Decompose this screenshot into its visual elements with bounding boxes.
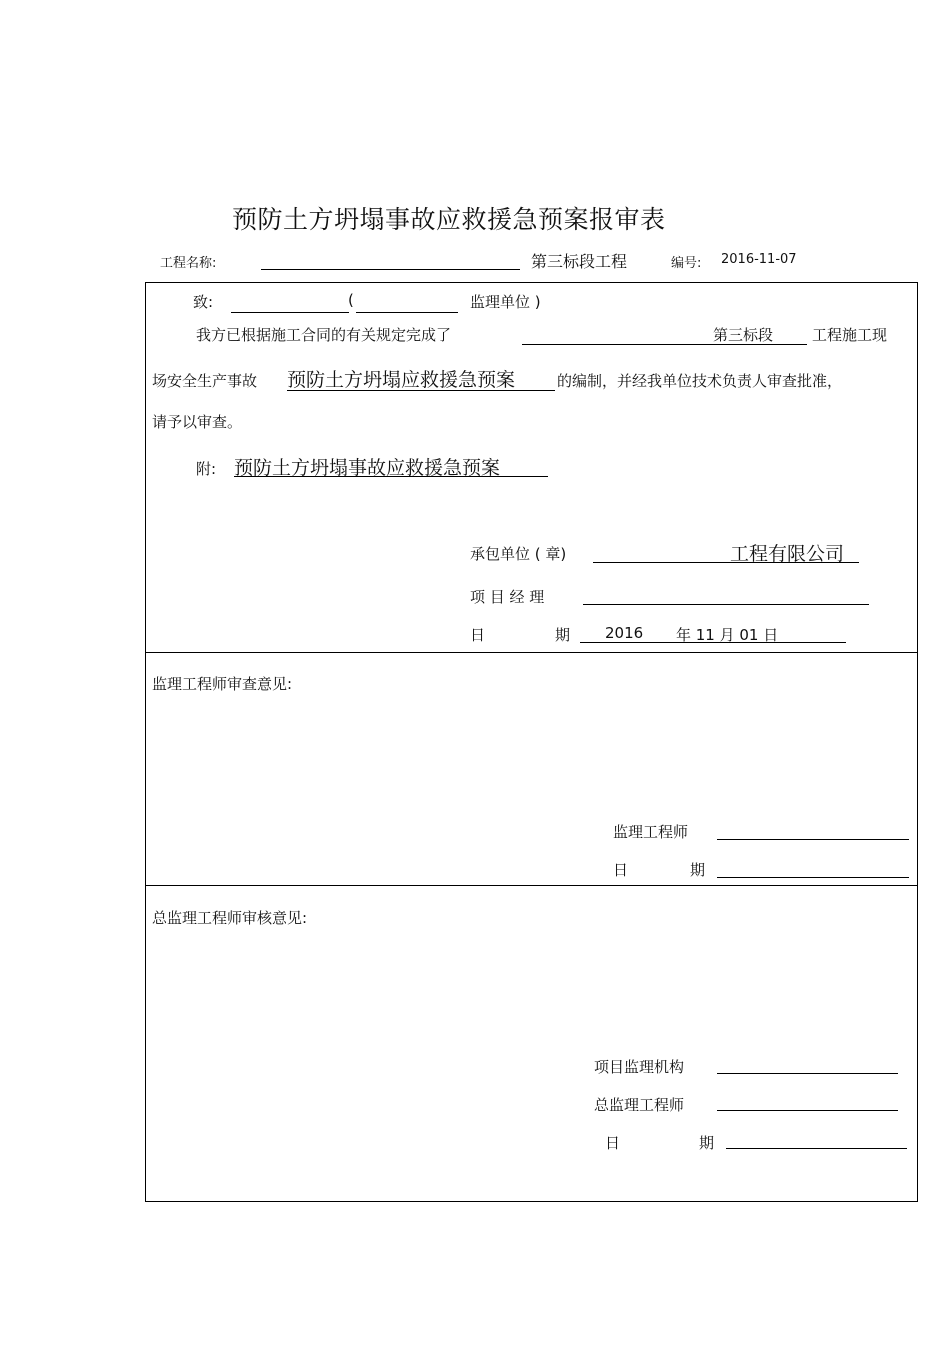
statement-line1-prefix: 我方已根据施工合同的有关规定完成了 xyxy=(196,326,452,344)
date-month-day: 年 11 月 01 日 xyxy=(676,626,779,644)
chief-review-heading: 总监理工程师审核意见: xyxy=(152,909,308,927)
chief-engineer-underline xyxy=(717,1110,898,1111)
statement-line2-fill: 预防土方坍塌应救援急预案 xyxy=(287,369,516,391)
supervisor-unit-label: 监理单位 ) xyxy=(470,293,541,311)
to-label: 致: xyxy=(193,293,214,311)
paren-open: ( xyxy=(348,291,354,309)
statement-line2-prefix: 场安全生产事故 xyxy=(152,372,258,390)
project-name-value: 第三标段工程 xyxy=(531,252,628,271)
statement-line2-underline xyxy=(287,390,555,391)
project-manager-underline xyxy=(583,604,869,605)
statement-line1-fill: 第三标段 xyxy=(713,326,774,344)
date-label-day: 日 xyxy=(470,626,486,644)
section-divider-1 xyxy=(145,652,918,653)
contractor-value: 工程有限公司 xyxy=(730,543,845,565)
attachment-value: 预防土方坍塌事故应救援急预案 xyxy=(234,457,501,479)
chief-date-label-period: 期 xyxy=(699,1134,715,1152)
recipient-underline-2 xyxy=(356,312,458,313)
engineer-underline xyxy=(717,839,909,840)
statement-line3: 请予以审查。 xyxy=(152,413,243,431)
contractor-label: 承包单位 ( 章) xyxy=(470,545,567,563)
code-value: 2016-11-07 xyxy=(721,252,797,267)
chief-engineer-label: 总监理工程师 xyxy=(594,1096,685,1114)
engineer-date-underline xyxy=(717,877,909,878)
chief-date-underline xyxy=(726,1148,907,1149)
engineer-review-heading: 监理工程师审查意见: xyxy=(152,675,293,693)
engineer-label: 监理工程师 xyxy=(613,823,689,841)
date-year: 2016 xyxy=(605,624,644,642)
section-divider-2 xyxy=(145,885,918,886)
project-name-label: 工程名称: xyxy=(160,256,217,271)
recipient-underline-1 xyxy=(231,312,349,313)
chief-date-label-day: 日 xyxy=(605,1134,621,1152)
project-name-underline xyxy=(261,269,520,270)
attachment-underline xyxy=(234,476,548,477)
supervision-org-label: 项目监理机构 xyxy=(594,1058,685,1076)
form-table xyxy=(145,282,918,1202)
engineer-date-label-day: 日 xyxy=(613,861,629,879)
engineer-date-label-period: 期 xyxy=(690,861,706,879)
date-underline xyxy=(580,642,846,643)
attachment-label: 附: xyxy=(196,460,217,478)
supervision-org-underline xyxy=(717,1073,898,1074)
date-label-period: 期 xyxy=(555,626,571,644)
document-title: 预防土方坍塌事故应救援急预案报审表 xyxy=(232,205,666,234)
code-label: 编号: xyxy=(671,256,702,271)
statement-line1-suffix: 工程施工现 xyxy=(812,326,888,344)
statement-line2-suffix: 的编制，并经我单位技术负责人审查批准， xyxy=(557,372,843,390)
project-manager-label: 项 目 经 理 xyxy=(470,588,545,606)
